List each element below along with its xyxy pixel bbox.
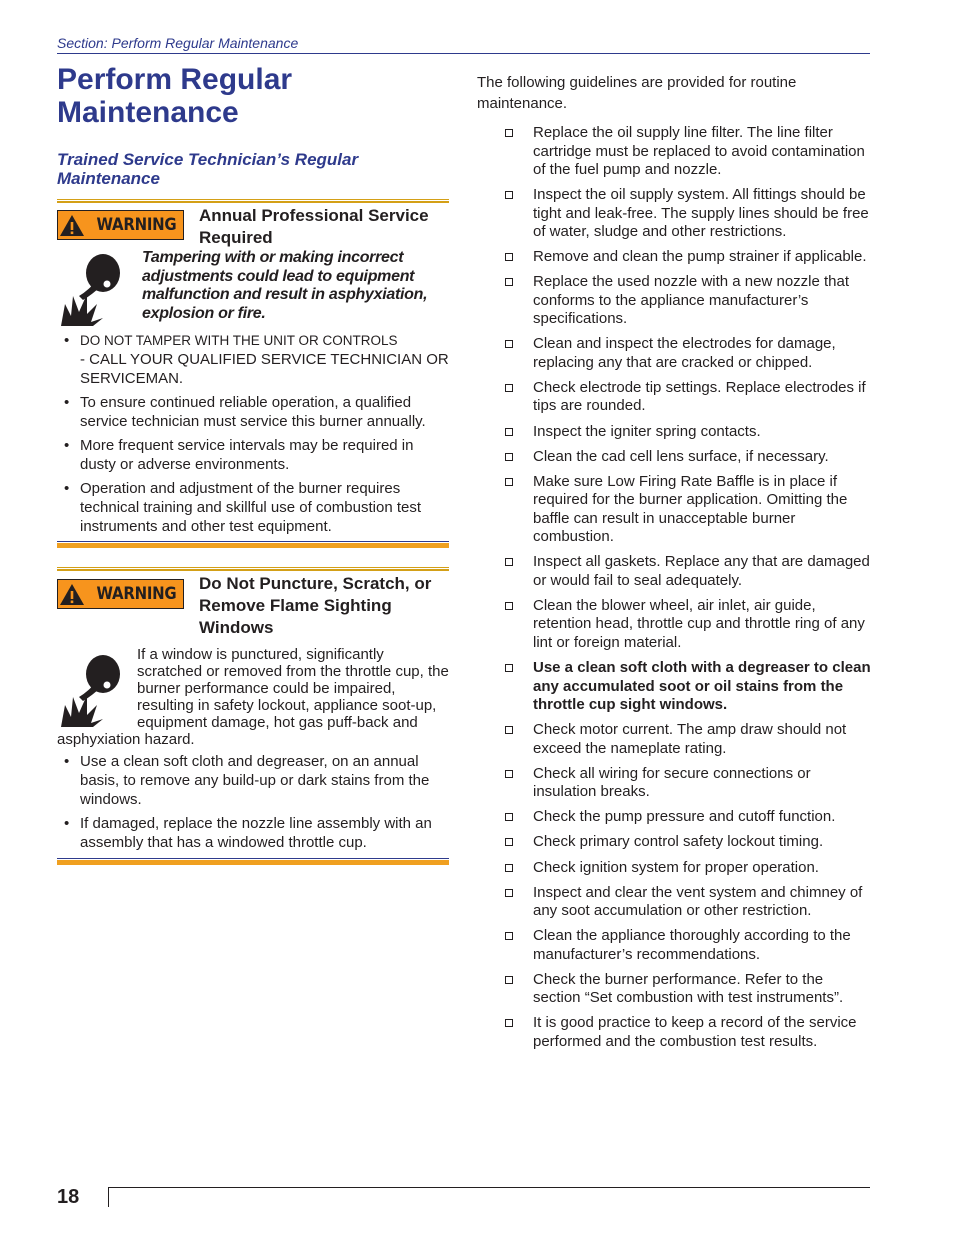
- checklist-item: [477, 335, 872, 372]
- checklist-item: [477, 553, 872, 590]
- list-item: • To ensure continued reliable operation, a qualified service technician must service this burner annually.: [57, 393, 449, 431]
- checkbox-icon: [505, 278, 513, 286]
- warning-body-text: If a window is punctured, significantly scratched or removed from the throttle cup, the burner performance could be impaired, resulting in safety lockout, appliance soot-up, equipment damage, hot gas puff-back and asphyxiation hazard.: [57, 646, 449, 748]
- checklist-item-text: Remove and clean the pump strainer if applicable.: [533, 248, 867, 266]
- list-item-text: DO NOT TAMPER WITH THE UNIT OR CONTROLS: [80, 333, 398, 348]
- checklist-item-text: Inspect the igniter spring contacts.: [533, 422, 761, 440]
- checklist-item: [477, 808, 872, 827]
- checkbox-icon: [505, 428, 513, 436]
- footer-rule: [108, 1187, 109, 1207]
- checkbox-icon: [505, 191, 513, 199]
- checklist-item-text: Check motor current. The amp draw should not exceed the nameplate rating.: [533, 721, 847, 757]
- checklist-item: [477, 448, 872, 467]
- checklist-item-text: Inspect and clear the vent system and chimney of any soot accumulation or other restriction.: [533, 883, 863, 920]
- checklist-item: [477, 721, 872, 758]
- checklist-item: [477, 186, 872, 242]
- explosion-hazard-icon: [57, 252, 129, 328]
- warning-label: WARNING: [96, 215, 177, 235]
- checklist-item-text: Check primary control safety lockout timing.: [533, 833, 824, 851]
- divider: [57, 543, 449, 548]
- checklist-item: [477, 273, 872, 329]
- checklist-item: [477, 248, 872, 267]
- warning-body: [57, 646, 449, 748]
- checkbox-icon: [505, 253, 513, 261]
- checkbox-icon: [505, 1019, 513, 1027]
- checklist-item-text: Check the pump pressure and cutoff function.: [533, 808, 836, 826]
- warning-bullet-list: [57, 331, 449, 541]
- subtitle: Trained Service Technician’s Regular Maintenance: [57, 150, 359, 188]
- checklist-item-text: Replace the oil supply line filter. The line filter cartridge must be replaced to avoid contamination of the fuel pump and nozzle.: [533, 124, 865, 178]
- page-title: Perform Regular Maintenance: [57, 63, 293, 129]
- checkbox-icon: [505, 976, 513, 984]
- checklist-item-text: Make sure Low Firing Rate Baffle is in place if required for the burner application. Omitting the baffle can result in unacceptable burner combustion.: [533, 472, 848, 546]
- footer-rule: [108, 1187, 870, 1188]
- checkbox-icon: [505, 129, 513, 137]
- warning-label: WARNING: [96, 584, 177, 604]
- list-item: • Use a clean soft cloth and degreaser, on an annual basis, to remove any build-up or dark stains from the windows.: [57, 752, 449, 809]
- checkbox-icon: [505, 384, 513, 392]
- checkbox-icon: [505, 602, 513, 610]
- checkbox-icon: [505, 664, 513, 672]
- warning-triangle-icon: [59, 583, 85, 606]
- checklist-item: [477, 765, 872, 802]
- checklist-item-text: Inspect the oil supply system. All fittings should be tight and leak-free. The supply lines should be free of water, sludge and other restrictions.: [533, 186, 869, 241]
- section-rule: [57, 53, 870, 54]
- checklist-item-text: Check electrode tip settings. Replace electrodes if tips are rounded.: [533, 378, 866, 415]
- checklist-item-text: Clean the appliance thoroughly according to the manufacturer’s recommendations.: [533, 927, 851, 963]
- checklist-item: [477, 927, 872, 964]
- divider: [57, 860, 449, 865]
- checklist-item: [477, 659, 872, 715]
- checklist-item-text: Check all wiring for secure connections or insulation breaks.: [533, 764, 811, 801]
- checkbox-icon: [505, 340, 513, 348]
- list-item: • If damaged, replace the nozzle line assembly with an assembly that has a windowed throttle cup.: [57, 814, 449, 852]
- divider: [57, 199, 449, 203]
- list-item-text: - CALL YOUR QUALIFIED SERVICE TECHNICIAN OR SERVICEMAN.: [80, 351, 449, 387]
- checkbox-icon: [505, 478, 513, 486]
- checklist-item-text: Clean the blower wheel, air inlet, air guide, retention head, throttle cup and throttle ring of any lint or foreign material.: [533, 596, 865, 651]
- checklist-item: [477, 379, 872, 416]
- checklist-item-text: Inspect all gaskets. Replace any that are damaged or would fail to seal adequately.: [533, 553, 870, 589]
- checklist-item: [477, 473, 872, 547]
- checklist-item: [477, 859, 872, 878]
- checklist-item: [477, 423, 872, 442]
- list-item: • More frequent service intervals may be required in dusty or adverse environments.: [57, 436, 449, 474]
- checklist-item: [477, 971, 872, 1008]
- checkbox-icon: [505, 813, 513, 821]
- divider: [57, 858, 449, 859]
- checklist-item: [477, 884, 872, 921]
- list-item: [57, 331, 449, 388]
- divider: [57, 567, 449, 571]
- checkbox-icon: [505, 889, 513, 897]
- checklist-item: [477, 597, 872, 653]
- checklist-item-text: Check ignition system for proper operation.: [533, 858, 819, 876]
- intro-text: The following guidelines are provided for routine maintenance.: [477, 74, 797, 112]
- checklist-item-text: It is good practice to keep a record of the service performed and the combustion test results.: [533, 1014, 857, 1050]
- checklist-item: [477, 833, 872, 852]
- list-item: • Operation and adjustment of the burner requires technical training and skillful use of combustion test instruments and other test equipment.: [57, 479, 449, 536]
- warning-heading: Annual Professional Service Required: [199, 206, 429, 247]
- section-label: Section: Perform Regular Maintenance: [57, 35, 299, 51]
- checkbox-icon: [505, 770, 513, 778]
- checkbox-icon: [505, 453, 513, 461]
- checkbox-icon: [505, 558, 513, 566]
- checklist-item-text: Replace the used nozzle with a new nozzle that conforms to the appliance manufacturer’s specifications.: [533, 273, 850, 328]
- checklist-item-text: Clean the cad cell lens surface, if necessary.: [533, 447, 829, 465]
- warning-badge: [57, 210, 184, 240]
- checkbox-icon: [505, 932, 513, 940]
- maintenance-checklist: [477, 124, 872, 1058]
- warning-bullet-list: [57, 752, 449, 857]
- checklist-item-text: Use a clean soft cloth with a degreaser to clean any accumulated soot or oil stains from the throttle cup sight windows.: [533, 659, 871, 714]
- divider: [57, 541, 449, 542]
- warning-badge: [57, 579, 184, 609]
- warning-triangle-icon: [59, 214, 85, 237]
- checkbox-icon: [505, 864, 513, 872]
- checkbox-icon: [505, 838, 513, 846]
- checklist-item: [477, 124, 872, 180]
- checklist-item-text: Check the burner performance. Refer to the section “Set combustion with test instruments”.: [533, 970, 844, 1007]
- checklist-item: [477, 1014, 872, 1051]
- checkbox-icon: [505, 726, 513, 734]
- page-number: 18: [57, 1186, 80, 1208]
- warning-italic-text: Tampering with or making incorrect adjustments could lead to equipment malfunction and result in asphyxiation, explosion or fire.: [142, 249, 428, 322]
- checklist-item-text: Clean and inspect the electrodes for damage, replacing any that are cracked or chipped.: [533, 335, 836, 371]
- warning-heading: Do Not Puncture, Scratch, or Remove Flame Sighting Windows: [199, 574, 432, 637]
